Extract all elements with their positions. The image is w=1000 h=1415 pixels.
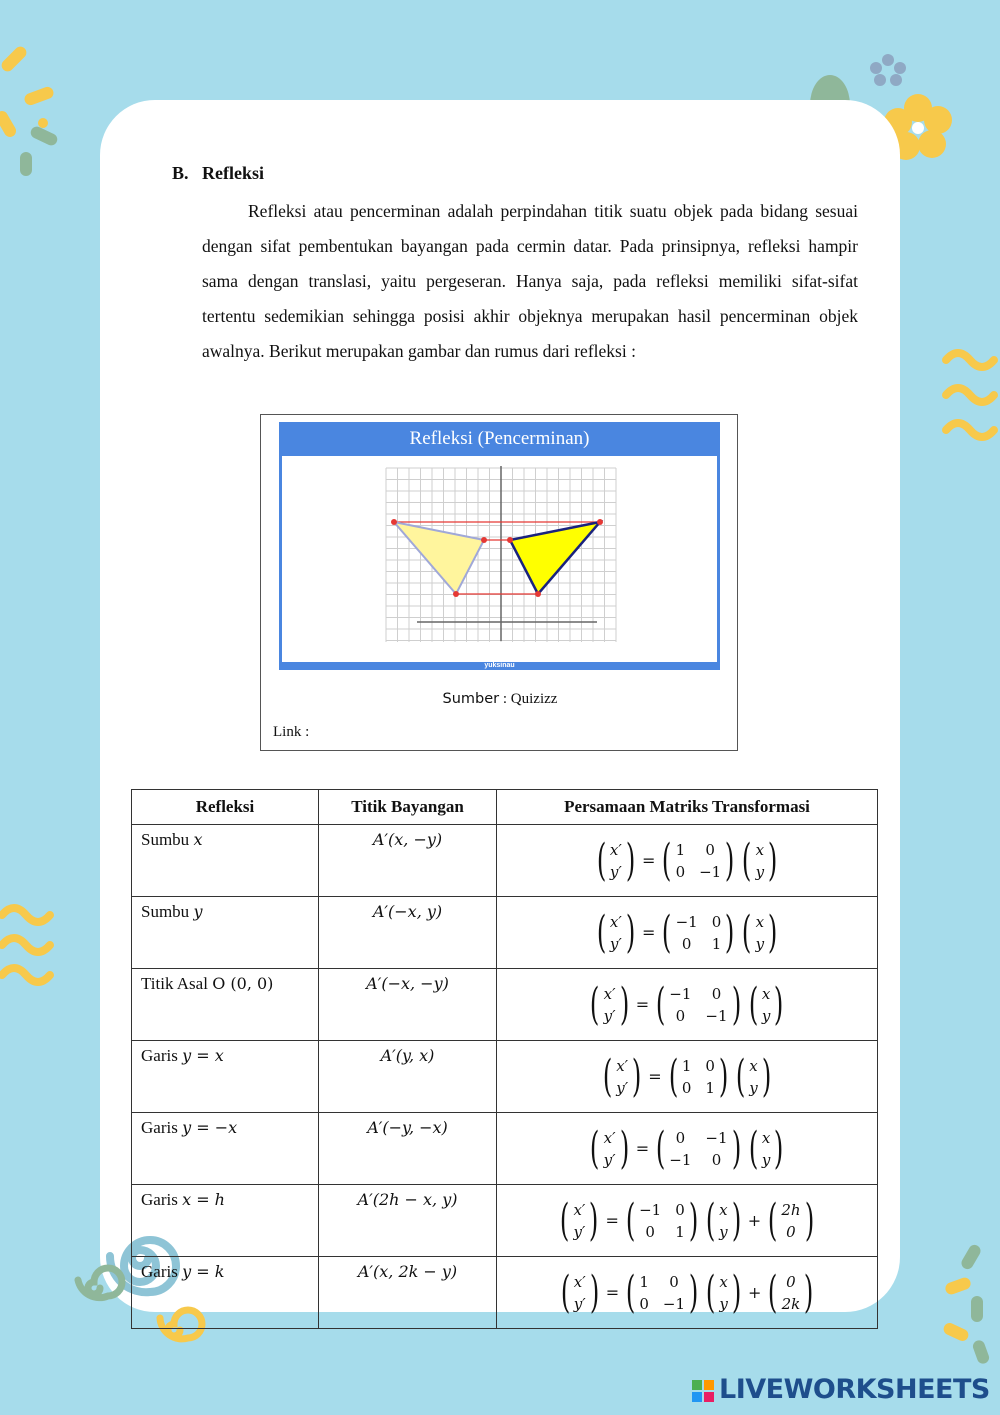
slide-title: Refleksi (Pencerminan) <box>409 428 590 449</box>
addend-vector: ( 2h 0 ) <box>768 1194 814 1246</box>
decoration-left-squiggle <box>0 900 60 990</box>
liveworksheets-brand: LIVEWORKSHEETS <box>719 1374 990 1405</box>
reflection-table <box>131 789 878 1329</box>
cell-refleksi: Titik Asal O (0, 0) <box>132 969 319 1041</box>
rhs-vector: ( x y ) <box>748 978 784 1030</box>
cell-refleksi: Sumbu y <box>132 897 319 969</box>
cell-matrix-equation: ( x′ y′ ) = ( −1 0 0 1 ) ( x y ) <box>497 897 878 969</box>
cell-titik-bayangan: A′(−x, y) <box>319 897 497 969</box>
transform-matrix: ( −1 0 0 1 ) <box>625 1194 699 1246</box>
rhs-vector: ( x y ) <box>705 1194 741 1246</box>
transform-matrix: ( 1 0 0 −1 ) <box>662 834 735 886</box>
transform-matrix: ( 1 0 0 −1 ) <box>626 1266 699 1318</box>
table-header-row <box>132 790 878 825</box>
addend-vector: ( 0 2k ) <box>768 1266 814 1318</box>
lhs-vector: ( x′ y′ ) <box>560 1194 599 1246</box>
lhs-vector: ( x′ y′ ) <box>590 978 629 1030</box>
decoration-right-squiggle <box>940 340 1000 450</box>
figure-source <box>261 691 739 708</box>
cell-titik-bayangan: A′(−x, −y) <box>319 969 497 1041</box>
lhs-vector: ( x′ y′ ) <box>560 1266 599 1318</box>
transform-matrix: ( 0 −1 −1 0 ) <box>655 1122 741 1174</box>
slide-canvas <box>282 456 717 662</box>
rhs-vector: ( x y ) <box>742 834 778 886</box>
point-c-prime <box>535 591 541 597</box>
transform-matrix: ( 1 0 0 1 ) <box>668 1050 729 1102</box>
reflection-diagram <box>282 456 717 662</box>
decoration-bottom-right-dots <box>935 1240 1000 1370</box>
section-paragraph <box>202 194 858 369</box>
cell-matrix-equation: ( x′ y′ ) = ( 1 0 0 1 ) ( x y ) <box>497 1041 878 1113</box>
header-refleksi: Refleksi <box>132 790 319 825</box>
table-row <box>132 1185 878 1257</box>
table-row <box>132 1041 878 1113</box>
rhs-vector: ( x y ) <box>748 1122 784 1174</box>
table-row <box>132 825 878 897</box>
cell-titik-bayangan: A′(2h − x, y) <box>319 1185 497 1257</box>
point-a <box>391 519 397 525</box>
reflection-figure <box>260 414 738 751</box>
cell-refleksi: Garis y = k <box>132 1257 319 1329</box>
point-a-prime <box>597 519 603 525</box>
section-heading <box>172 163 264 184</box>
paragraph-text: Refleksi atau pencerminan adalah perpindahan titik suatu objek pada bidang sesuai dengan sifat pembentukan bayangan pada cermin datar. Pada prinsipnya, refleksi hampir sama dengan translasi, yaitu pergeseran. Hanya saja, pada refleksi memiliki sifat-sifat tertentu sedemikian sehingga posisi akhir objeknya merupakan hasil pencerminan objek awalnya. Berikut merupakan gambar dan rumus dari refleksi : <box>202 201 858 361</box>
cell-refleksi: Sumbu x <box>132 825 319 897</box>
source-label: Sumber <box>442 691 500 707</box>
section-title: Refleksi <box>202 163 264 183</box>
cell-matrix-equation: ( x′ y′ ) = ( −1 0 0 −1 ) ( x y ) <box>497 969 878 1041</box>
decoration-top-left-dots <box>0 30 70 180</box>
figure-link: Link : <box>273 724 310 740</box>
transform-matrix: ( −1 0 0 −1 ) <box>655 978 741 1030</box>
lhs-vector: ( x′ y′ ) <box>590 1122 629 1174</box>
cell-titik-bayangan: A′(−y, −x) <box>319 1113 497 1185</box>
cell-matrix-equation: ( x′ y′ ) = ( −1 0 0 1 ) ( x y ) + ( 2h 0 ) <box>497 1185 878 1257</box>
slide-image <box>279 422 720 670</box>
source-value: : Quizizz <box>502 691 558 707</box>
section-number: B. <box>172 163 189 183</box>
cell-matrix-equation: ( x′ y′ ) = ( 1 0 0 −1 ) ( x y ) + ( 0 2k ) <box>497 1257 878 1329</box>
rhs-vector: ( x y ) <box>742 906 778 958</box>
table-row <box>132 969 878 1041</box>
lhs-vector: ( x′ y′ ) <box>596 834 636 886</box>
cell-refleksi: Garis y = −x <box>132 1113 319 1185</box>
table-row <box>132 897 878 969</box>
point-b-prime <box>507 537 513 543</box>
header-titik-bayangan: Titik Bayangan <box>319 790 497 825</box>
lhs-vector: ( x′ y′ ) <box>596 906 636 958</box>
point-b <box>481 537 487 543</box>
cell-titik-bayangan: A′(y, x) <box>319 1041 497 1113</box>
table-row <box>132 1257 878 1329</box>
cell-titik-bayangan: A′(x, −y) <box>319 825 497 897</box>
cell-matrix-equation: ( x′ y′ ) = ( 0 −1 −1 0 ) ( x y ) <box>497 1113 878 1185</box>
liveworksheets-logo-icon <box>692 1380 716 1404</box>
table-row <box>132 1113 878 1185</box>
point-c <box>453 591 459 597</box>
cell-refleksi: Garis x = h <box>132 1185 319 1257</box>
cell-titik-bayangan: A′(x, 2k − y) <box>319 1257 497 1329</box>
slide-logo: yuksinau <box>484 662 515 669</box>
rhs-vector: ( x y ) <box>706 1266 742 1318</box>
header-persamaan: Persamaan Matriks Transformasi <box>497 790 878 825</box>
transform-matrix: ( −1 0 0 1 ) <box>662 906 735 958</box>
lhs-vector: ( x′ y′ ) <box>602 1050 642 1102</box>
cell-refleksi: Garis y = x <box>132 1041 319 1113</box>
rhs-vector: ( x y ) <box>735 1050 772 1102</box>
cell-matrix-equation: ( x′ y′ ) = ( 1 0 0 −1 ) ( x y ) <box>497 825 878 897</box>
